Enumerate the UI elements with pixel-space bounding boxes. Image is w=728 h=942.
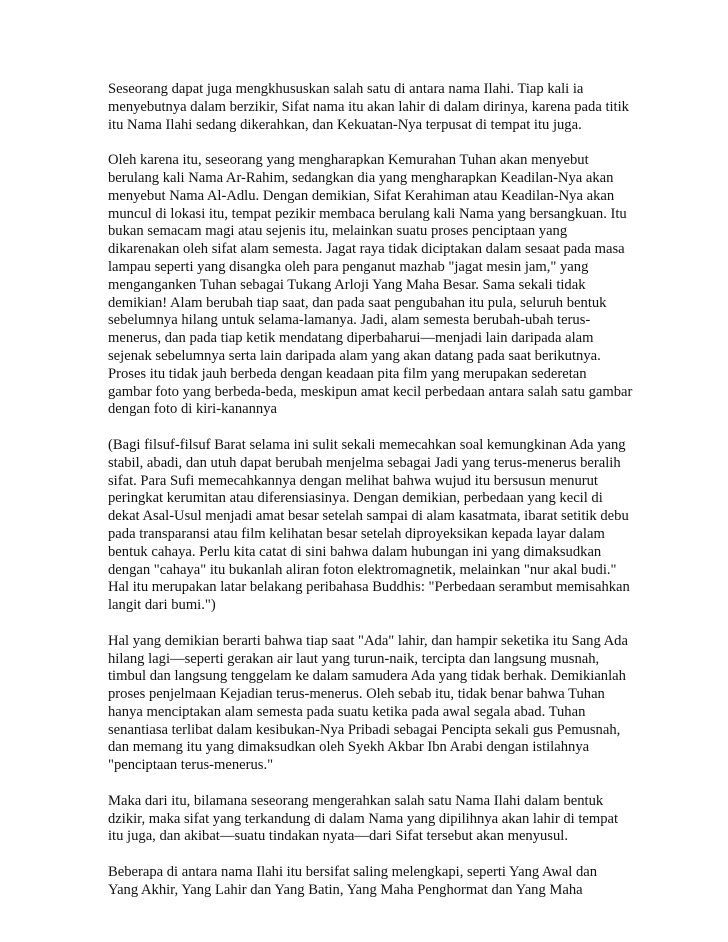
paragraph-4: Hal yang demikian berarti bahwa tiap saat "Ada" lahir, dan hampir seketika itu Sang Ada hilang lagi—seperti gerakan air laut yang turun-naik, tercipta dan langsung musnah, timbul dan langsung tenggelam ke dalam samudera Ada yang tidak berhak. Demikianlah proses penjelmaan Kejadian terus-menerus. Oleh sebab itu, tidak benar bahwa Tuhan hanya menciptakan alam semesta pada suatu ketika pada awal segala abad. Tuhan senantiasa terlibat dalam kesibukan-Nya Pribadi sebagai Pencipta sekali gus Pemusnah, dan memang itu yang dimaksudkan oleh Syekh Akbar Ibn Arabi dengan istilahnya "penciptaan terus-menerus." (108, 632, 628, 774)
paragraph-2: Oleh karena itu, seseorang yang mengharapkan Kemurahan Tuhan akan menyebut berulang kali Nama Ar-Rahim, sedangkan dia yang mengharapkan Keadilan-Nya akan menyebut Nama Al-Adlu. Dengan demikian, Sifat Kerahiman atau Keadilan-Nya akan muncul di lokasi itu, tempat pezikir membaca berulang kali Nama yang bersangkuan. Itu bukan semacam magi atau sejenis itu, melainkan suatu proses penciptaan yang dikarenakan oleh sifat alam semesta. Jagat raya tidak diciptakan dalam sesaat pada masa lampau seperti yang disangka oleh para penganut mazhab "jagat mesin jam," yang menganganken Tuhan sebagai Tukang Arloji Yang Maha Besar. Sama sekali tidak demikian! Alam berubah tiap saat, dan pada saat pengubahan itu pula, seluruh bentuk sebelumnya hilang untuk selama-lamanya. Jadi, alam semesta berubah-ubah terus- menerus, dan pada tiap ketik mendatang diperbaharui—menjadi lain daripada alam sejenak sebelumnya serta lain daripada alam yang akan datang pada saat berikutnya. Proses itu tidak jauh berbeda dengan keadaan pita film yang merupakan sederetan gambar foto yang berbeda-beda, meskipun amat kecil perbedaan antara salah satu gambar dengan foto di kiri-kanannya (108, 152, 633, 418)
paragraph-1: Seseorang dapat juga mengkhususkan salah satu di antara nama Ilahi. Tiap kali ia menyebutnya dalam berzikir, Sifat nama itu akan lahir di dalam dirinya, karena pada titik itu Nama Ilahi sedang dikerahkan, dan Kekuatan-Nya terpusat di tempat itu juga. (108, 81, 629, 133)
paragraph-3: (Bagi filsuf-filsuf Barat selama ini sulit sekali memecahkan soal kemungkinan Ada yang stabil, abadi, dan utuh dapat berubah menjelma sebagai Jadi yang terus-menerus beralih sifat. Para Sufi memecahkannya dengan melihat bahwa wujud itu bersusun menurut peringkat kerumitan atau diferensiasinya. Dengan demikian, perbedaan yang kecil di dekat Asal-Usul menjadi amat besar setelah sampai di alam kasatmata, ibarat setitik debu pada transparansi atau film kelihatan besar setelah diproyeksikan kepada layar dalam bentuk cahaya. Perlu kita catat di sini bahwa dalam hubungan ini yang dimaksudkan dengan "cahaya" itu bukanlah aliran foton elektromagnetik, melainkan "nur akal budi." Hal itu merupakan latar belakang peribahasa Buddhis: "Perbedaan serambut memisahkan langit dari bumi.") (108, 436, 630, 614)
document-body (108, 81, 656, 917)
paragraph-6: Beberapa di antara nama Ilahi itu bersifat saling melengkapi, seperti Yang Awal dan Yang Akhir, Yang Lahir dan Yang Batin, Yang Maha Penghormat dan Yang Maha (108, 864, 598, 898)
paragraph-5: Maka dari itu, bilamana seseorang mengerahkan salah satu Nama Ilahi dalam bentuk dzikir, maka sifat yang terkandung di dalam Nama yang dipilihnya akan lahir di tempat itu juga, dan akibat—suatu tindakan nyata—dari Sifat tersebut akan menyusul. (108, 792, 619, 845)
